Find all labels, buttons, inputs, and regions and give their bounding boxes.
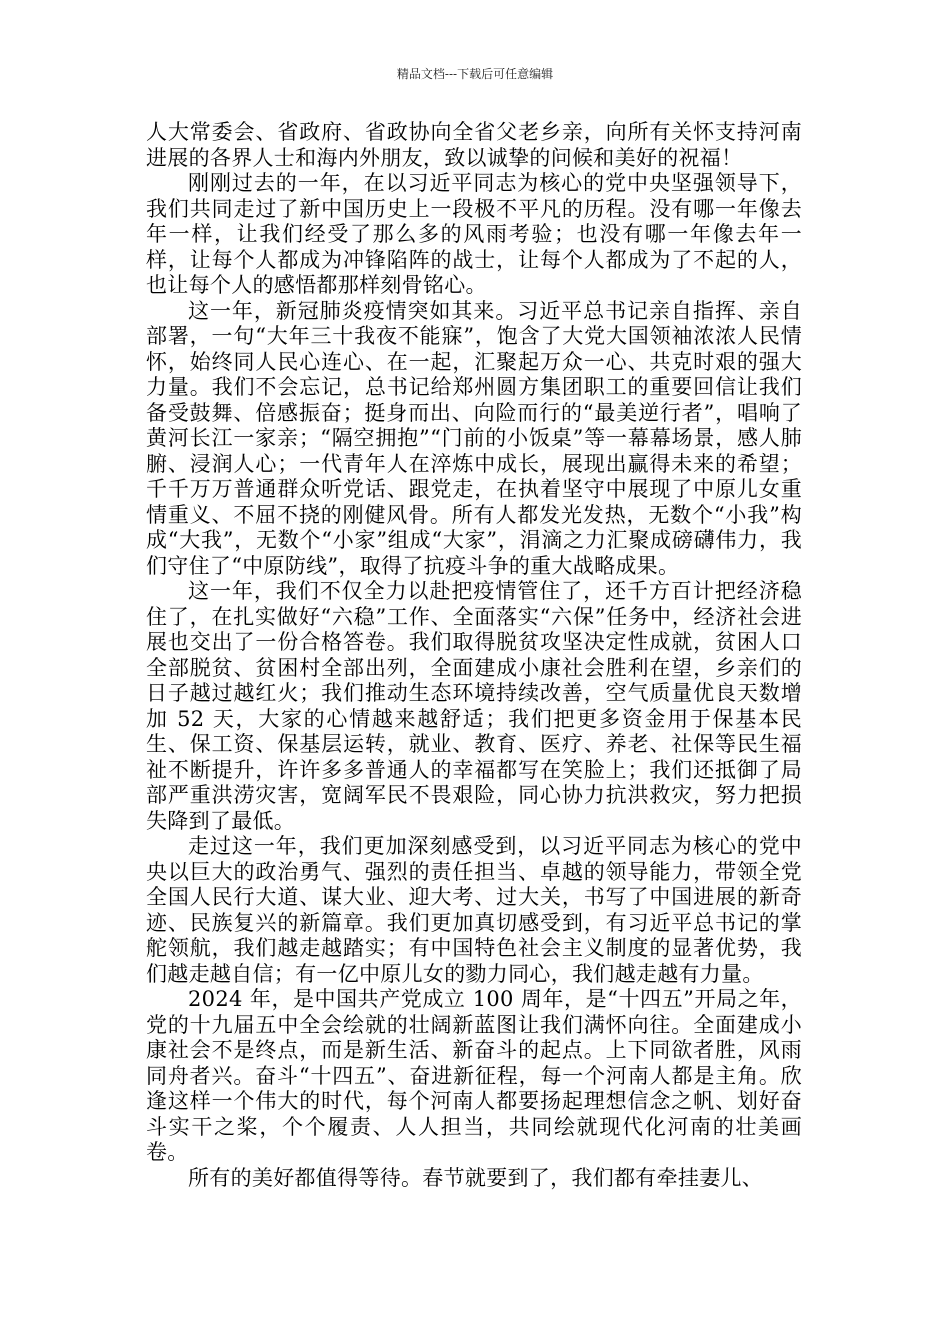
page-header: 精品文档---下载后可任意编辑 bbox=[396, 67, 554, 81]
paragraph-1: 人大常委会、省政府、省政协向全省父老乡亲，向所有关怀支持河南进展的各界人士和海内外朋友，致以诚挚的问候和美好的祝福！ bbox=[146, 120, 802, 170]
paragraph-5: 走过这一年，我们更加深刻感受到，以习近平同志为核心的党中央以巨大的政治勇气、强烈的责任担当、卓越的领导能力，带领全党全国人民行大道、谋大业、迎大考、过大关，书写了中国进展的新奇迹、民族复兴的新篇章。我们更加真切感受到，有习近平总书记的掌舵领航，我们越走越踏实；有中国特色社会主义制度的显著优势，我们越走越自信；有一亿中原儿女的勠力同心，我们越走越有力量。 bbox=[146, 834, 802, 986]
paragraph-7: 所有的美好都值得等待。春节就要到了，我们都有牵挂妻儿、 bbox=[188, 1165, 764, 1190]
paragraph-4: 这一年，我们不仅全力以赴把疫情管住了，还千方百计把经济稳住了，在扎实做好“六稳”工作、全面落实“六保”任务中，经济社会进展也交出了一份合格答卷。我们取得脱贫攻坚决定性成就，贫困人口全部脱贫、贫困村全部出列，全面建成小康社会胜利在望，乡亲们的日子越过越红火；我们推动生态环境持续改善，空气质量优良天数增加 52 天，大家的心情越来越舒适；我们把更多资金用于保基本民生、保工资、保基层运转，就业、教育、医疗、养老、社保等民生福祉不断提升，许许多多普通人的幸福都写在笑脸上；我们还抵御了局部严重洪涝灾害，宽阔军民不畏艰险，同心协力抗洪救灾，努力把损失降到了最低。 bbox=[146, 579, 802, 833]
document-body bbox=[146, 120, 802, 1191]
paragraph-3: 这一年，新冠肺炎疫情突如其来。习近平总书记亲自指挥、亲自部署，一句“大年三十我夜不能寐”，饱含了大党大国领袖浓浓人民情怀，始终同人民心连心、在一起，汇聚起万众一心、共克时艰的强大力量。我们不会忘记，总书记给郑州圆方集团职工的重要回信让我们备受鼓舞、倍感振奋；挺身而出、向险而行的“最美逆行者”，唱响了黄河长江一家亲；“隔空拥抱”“门前的小饭桌”等一幕幕场景，感人肺腑、浸润人心；一代青年人在淬炼中成长，展现出赢得未来的希望；千千万万普通群众听党话、跟党走，在执着坚守中展现了中原儿女重情重义、不屈不挠的刚健风骨。所有人都发光发热，无数个“小我”构成“大我”，无数个“小家”组成“大家”，涓滴之力汇聚成磅礴伟力，我们守住了“中原防线”，取得了抗疫斗争的重大战略成果。 bbox=[146, 298, 802, 578]
paragraph-2: 刚刚过去的一年，在以习近平同志为核心的党中央坚强领导下，我们共同走过了新中国历史上一段极不平凡的历程。没有哪一年像去年一样，让我们经受了那么多的风雨考验；也没有哪一年像去年一样，让每个人都成为冲锋陷阵的战士，让每个人都成为了不起的人，也让每个人的感悟都那样刻骨铭心。 bbox=[146, 171, 802, 297]
paragraph-6: 2024 年，是中国共产党成立 100 周年，是“十四五”开局之年，党的十九届五中全会绘就的壮阔新蓝图让我们满怀向往。全面建成小康社会不是终点，而是新生活、新奋斗的起点。上下同欲者胜，风雨同舟者兴。奋斗“十四五”、奋进新征程，每一个河南人都是主角。欣逢这样一个伟大的时代，每个河南人都要扬起理想信念之帆、划好奋斗实干之桨，个个履责、人人担当，共同绘就现代化河南的壮美画卷。 bbox=[146, 987, 802, 1164]
